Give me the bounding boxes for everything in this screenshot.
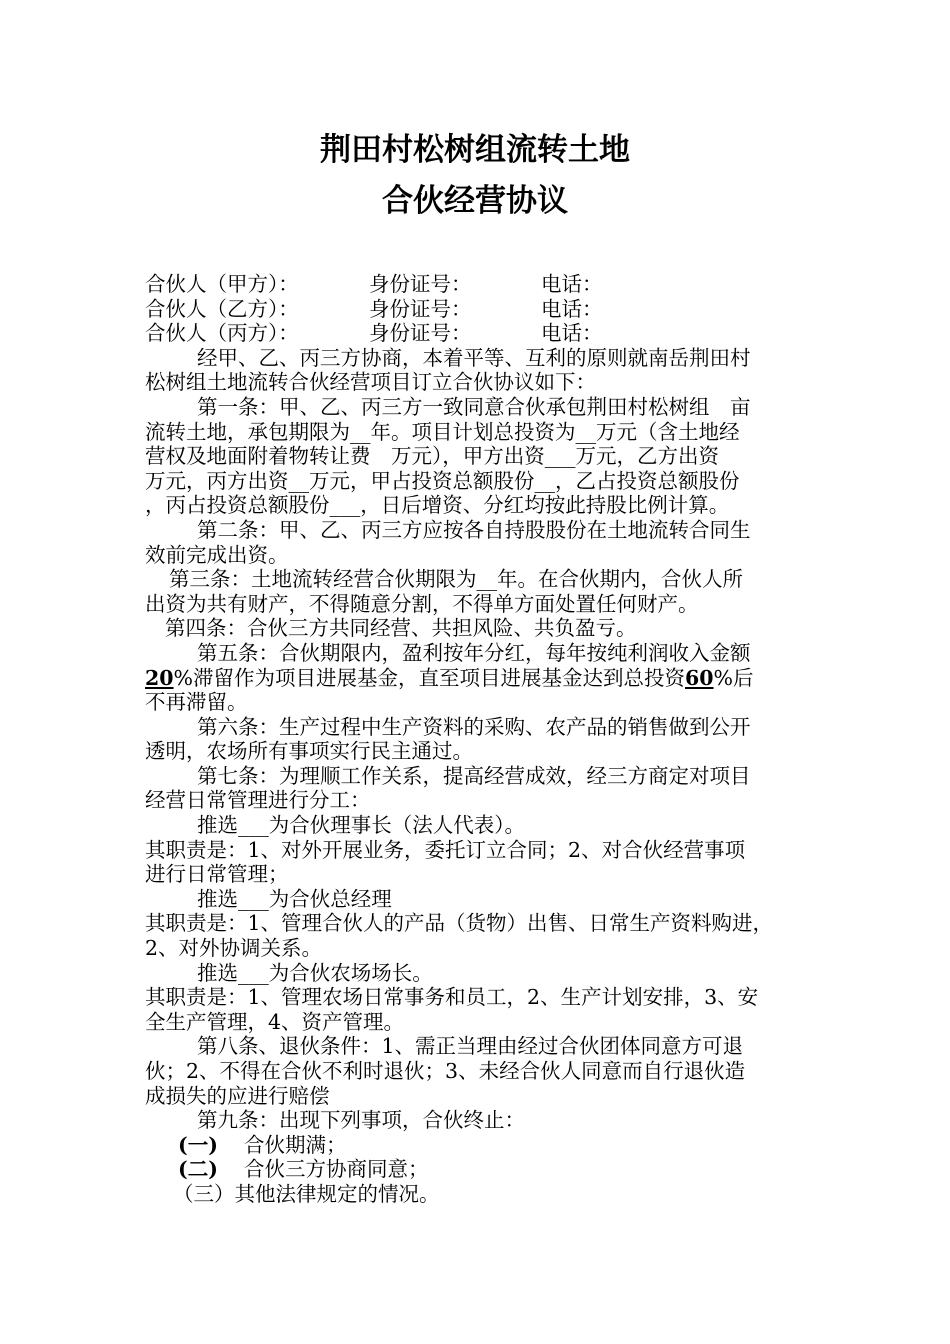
article-3-line-2: 出资为共有财产，不得随意分割，不得单方面处置任何财产。 bbox=[145, 591, 699, 616]
article-1-line-3: 营权及地面附着物转让费 万元），甲方出资___万元，乙方出资 bbox=[145, 444, 719, 469]
party-row-b bbox=[145, 297, 825, 322]
article-5-end-text: %后 bbox=[713, 665, 754, 690]
party-c-label: 合伙人（丙方）： bbox=[145, 321, 299, 346]
article-7-line-2: 经营日常管理进行分工： bbox=[145, 788, 371, 813]
party-b-phone-label: 电话： bbox=[541, 296, 603, 321]
article-8-line-3: 成损失的应进行赔偿 bbox=[145, 1083, 330, 1108]
party-row-a bbox=[145, 272, 825, 297]
article-5-line-1: 第五条：合伙期限内，盈利按年分红，每年按纯利润收入金额 bbox=[197, 640, 751, 665]
role-manager-duty-1: 其职责是：1、管理合伙人的产品（货物）出售、日常生产资料购进， bbox=[145, 911, 774, 936]
article-9-item-2 bbox=[145, 1157, 825, 1182]
role-chairman-elect: 推选___为合伙理事长（法人代表）。 bbox=[197, 813, 525, 838]
article-9-item-1 bbox=[145, 1133, 825, 1158]
article-2-line-1: 第二条：甲、乙、丙三方应按各自持股股份在土地流转合同生 bbox=[197, 517, 751, 542]
article-9-item-1-num: (一) bbox=[178, 1132, 218, 1157]
party-a-phone-label: 电话： bbox=[541, 272, 603, 296]
intro-line-2: 松树组土地流转合伙经营项目订立合伙协议如下： bbox=[145, 370, 596, 395]
article-1-line-1: 第一条：甲、乙、丙三方一致同意合伙承包荆田村松树组 亩 bbox=[197, 394, 751, 419]
article-6-line-2: 透明，农场所有事项实行民主通过。 bbox=[145, 739, 473, 764]
article-9-item-2-num: (二) bbox=[178, 1157, 218, 1182]
article-4: 第四条：合伙三方共同经营、共担风险、共负盈亏。 bbox=[165, 616, 637, 641]
party-c-id-label: 身份证号： bbox=[369, 321, 472, 346]
party-c-phone-label: 电话： bbox=[541, 321, 603, 346]
article-8-line-2: 伙；2、不得在合伙不利时退伙；3、未经合伙人同意而自行退伙造 bbox=[145, 1059, 746, 1083]
intro-line-1: 经甲、乙、丙三方协商，本着平等、互利的原则就南岳荆田村 bbox=[197, 345, 751, 370]
party-b-label: 合伙人（乙方）： bbox=[145, 296, 299, 321]
role-farm-head-duty-2: 全生产管理，4、资产管理。 bbox=[145, 1009, 405, 1034]
article-7-line-1: 第七条：为理顺工作关系，提高经营成效，经三方商定对项目 bbox=[197, 763, 751, 788]
article-8-line-1: 第八条、退伙条件：1、需正当理由经过合伙团体同意方可退 bbox=[197, 1034, 744, 1059]
reserve-percent: 20 bbox=[145, 665, 174, 690]
article-9-item-1-text: 合伙期满； bbox=[244, 1132, 347, 1157]
investment-percent: 60 bbox=[685, 665, 714, 690]
document-body bbox=[145, 272, 825, 1207]
article-9-heading: 第九条：出现下列事项，合伙终止： bbox=[197, 1108, 525, 1133]
article-5-mid-text: %滞留作为项目进展基金，直至项目进展基金达到总投资 bbox=[173, 665, 686, 690]
article-6-line-1: 第六条：生产过程中生产资料的采购、农产品的销售做到公开 bbox=[197, 714, 751, 739]
article-5-line-2 bbox=[145, 666, 825, 691]
party-a-label: 合伙人（甲方）： bbox=[145, 272, 299, 296]
document-title-line2: 合伙经营协议 bbox=[382, 183, 568, 219]
party-a-id-label: 身份证号： bbox=[369, 272, 472, 296]
role-manager-duty-2: 2、对外协调关系。 bbox=[145, 936, 323, 961]
article-5-line-3: 不再滞留。 bbox=[145, 690, 248, 715]
role-chairman-duty-1: 其职责是：1、对外开展业务，委托订立合同；2、对合伙经营事项 bbox=[145, 837, 746, 862]
role-manager-elect: 推选___为合伙总经理 bbox=[197, 886, 392, 911]
party-b-id-label: 身份证号： bbox=[369, 296, 472, 321]
role-farm-head-duty-1: 其职责是：1、管理农场日常事务和员工，2、生产计划安排，3、安 bbox=[145, 985, 759, 1010]
article-9-item-2-text: 合伙三方协商同意； bbox=[244, 1157, 429, 1182]
article-1-line-5: ，丙占投资总额股份___，日后增资、分红均按此持股比例计算。 bbox=[145, 493, 730, 518]
article-1-line-4: 万元，丙方出资__万元，甲占投资总额股份__，乙占投资总额股份 bbox=[145, 468, 740, 493]
role-farm-head-elect: 推选___为合伙农场场长。 bbox=[197, 960, 433, 985]
party-row-c bbox=[145, 321, 825, 346]
role-chairman-duty-2: 进行日常管理； bbox=[145, 862, 289, 887]
article-3-line-1: 第三条：土地流转经营合伙期限为__年。在合伙期内，合伙人所 bbox=[169, 567, 743, 592]
article-1-line-2: 流转土地，承包期限为__年。项目计划总投资为__万元（含土地经 bbox=[145, 419, 740, 444]
document-title-line1: 荆田村松树组流转土地 bbox=[320, 132, 630, 168]
article-9-item-3: （三）其他法律规定的情况。 bbox=[173, 1181, 440, 1206]
article-2-line-2: 效前完成出资。 bbox=[145, 542, 289, 567]
